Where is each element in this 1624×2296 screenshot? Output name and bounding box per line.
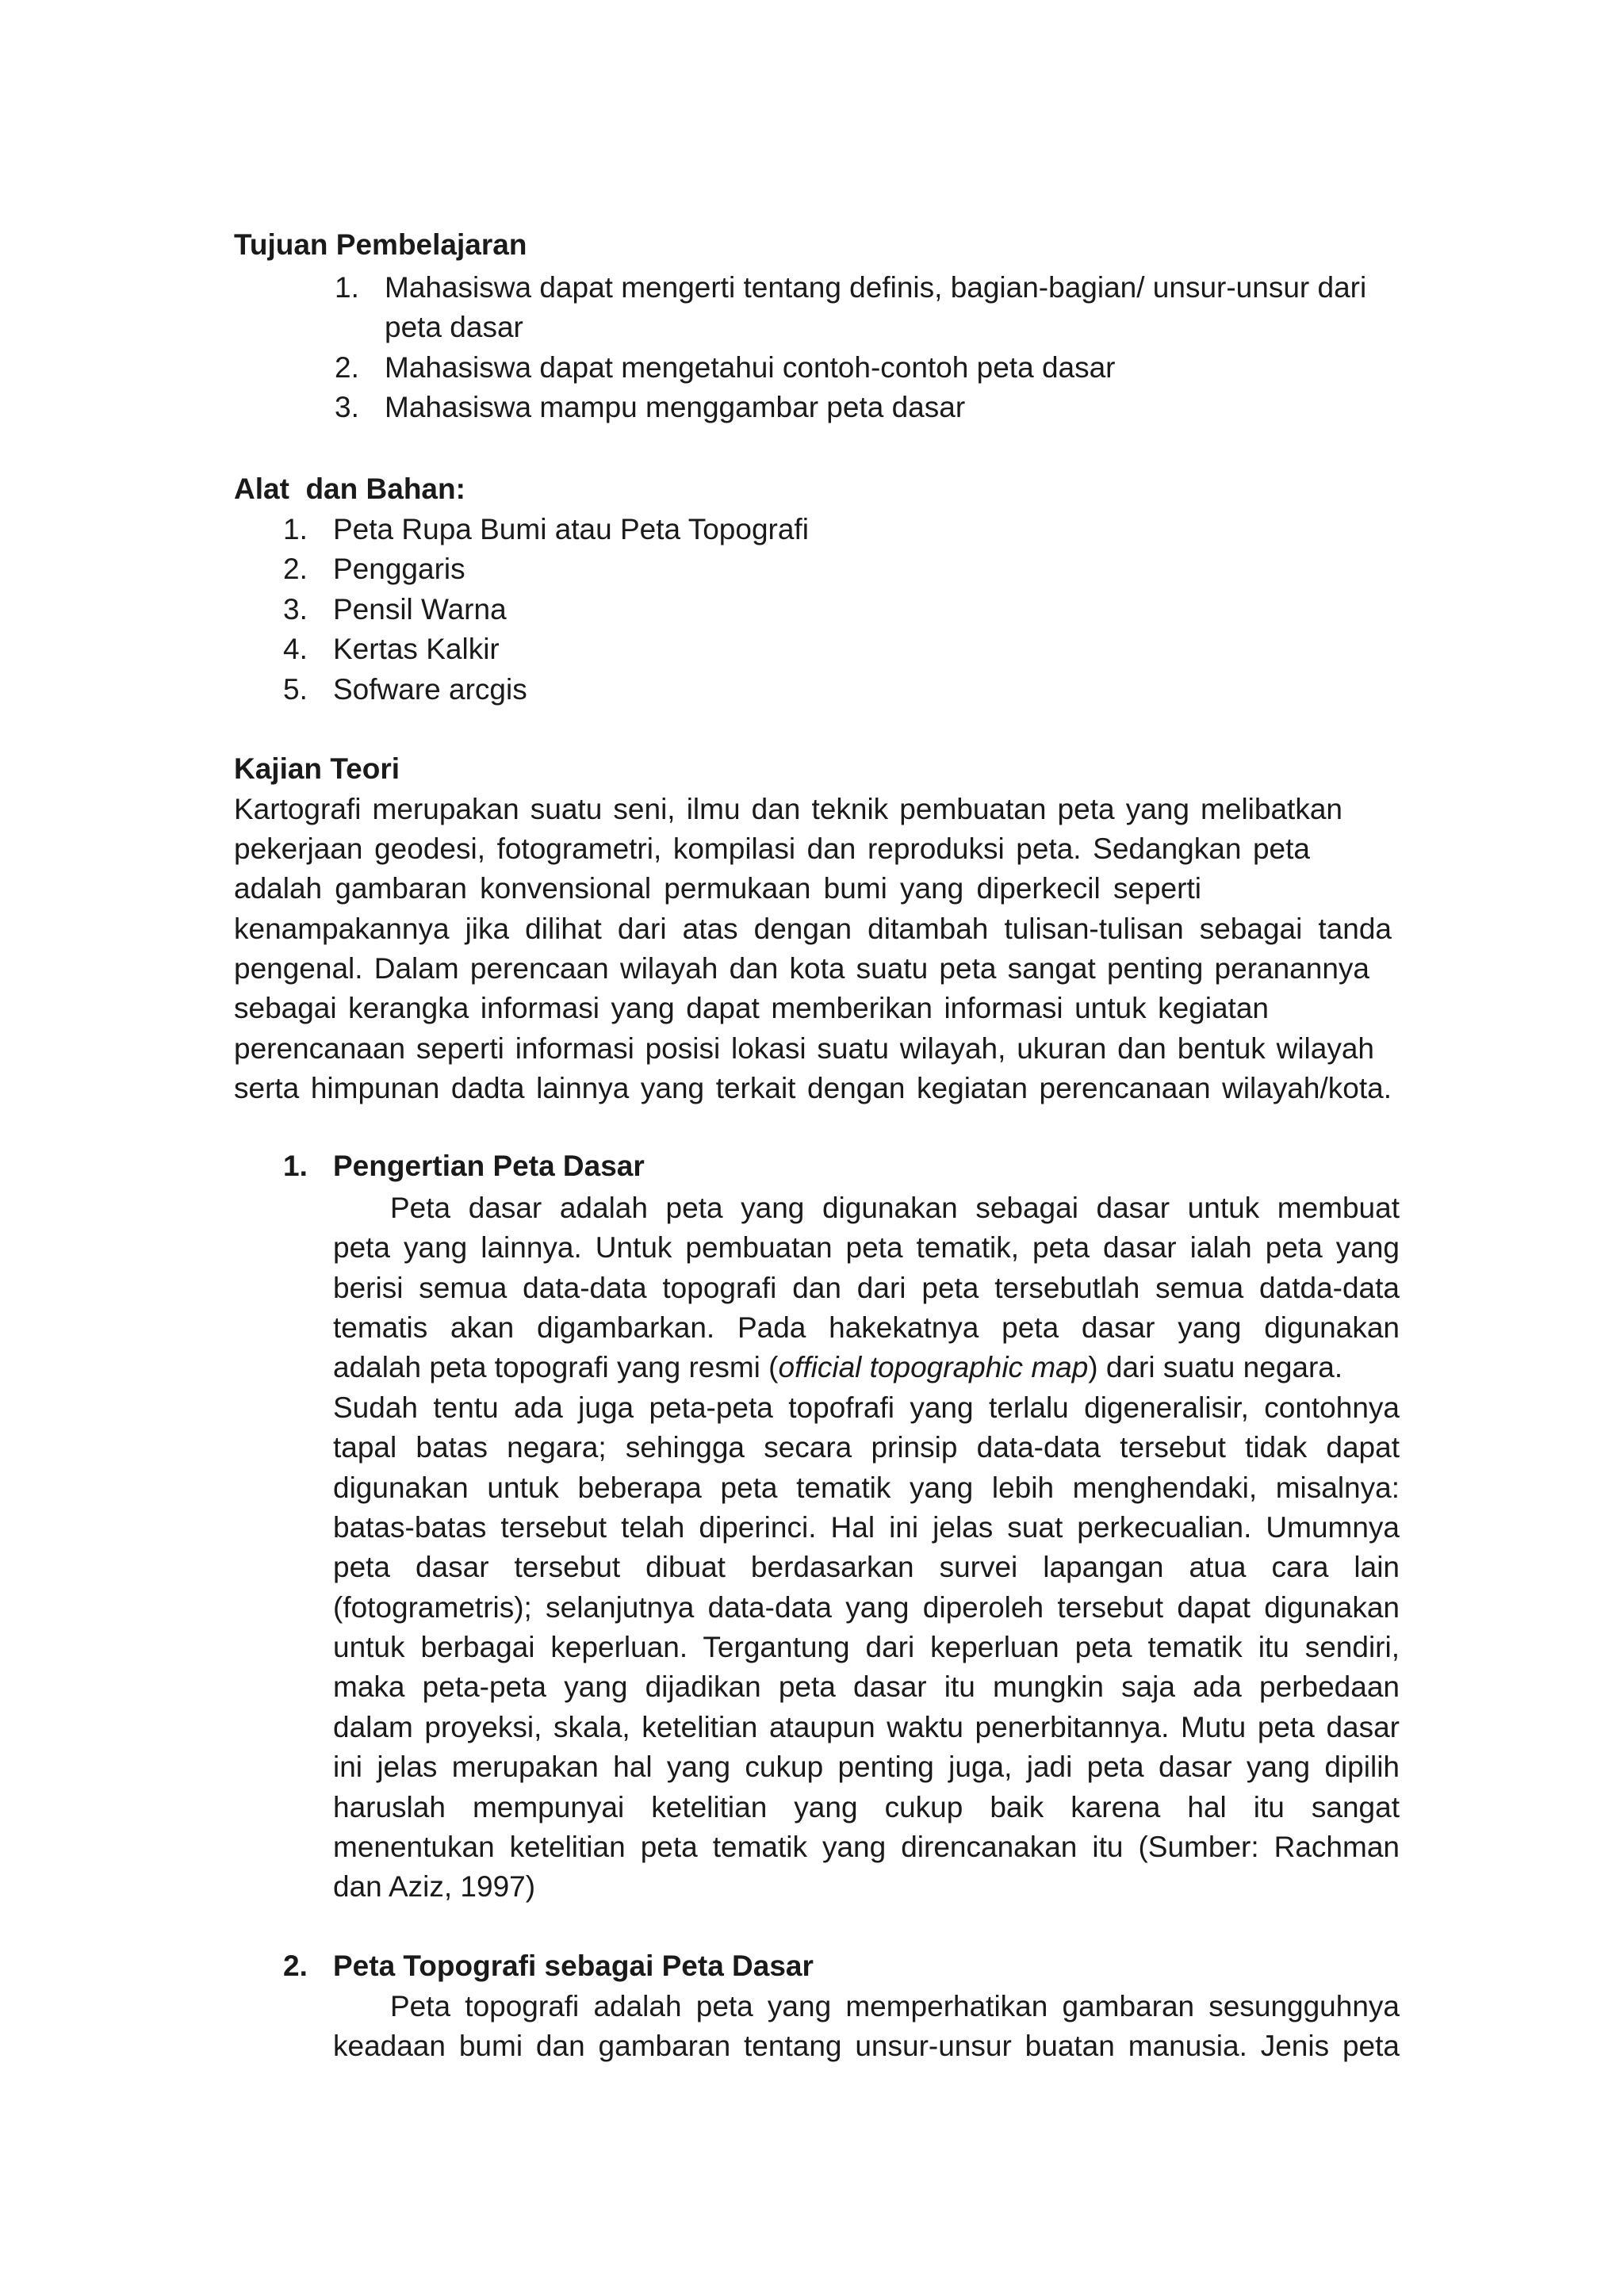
list-number: 2. [335,351,359,384]
list-number: 3. [283,593,308,626]
paragraph-line: serta himpunan dadta lainnya yang terkait dengan kegiatan perencanaan wilayah/kota. [234,1072,1392,1104]
list-item: Mahasiswa dapat mengetahui contoh-contoh peta dasar [385,351,1116,384]
list-item: Kertas Kalkir [333,633,500,665]
paragraph-line: peta yang lainnya. Untuk pembuatan peta tematik, peta dasar ialah peta yang [333,1231,1400,1264]
paragraph-line: Sudah tentu ada juga peta-peta topofrafi yang terlalu digeneralisir, contohnya [333,1391,1400,1424]
paragraph-line: keadaan bumi dan gambaran tentang unsur-unsur buatan manusia. Jenis peta [333,2030,1400,2062]
list-number: 3. [335,391,359,423]
list-item: Mahasiswa mampu menggambar peta dasar [385,391,966,423]
list-number: 5. [283,673,308,706]
paragraph-line: dalam proyeksi, skala, ketelitian ataupun waktu penerbitannya. Mutu peta dasar [333,1711,1400,1743]
paragraph-line: ini jelas merupakan hal yang cukup penting juga, jadi peta dasar yang dipilih [333,1751,1400,1783]
list-item: Mahasiswa dapat mengerti tentang definis, bagian-bagian/ unsur-unsur dari [385,271,1367,304]
paragraph-line-mixed [333,1351,1400,1384]
heading-tujuan: Tujuan Pembelajaran [234,228,527,261]
paragraph-line: berisi semua data-data topografi dan dari peta tersebutlah semua datda-data [333,1272,1400,1304]
paragraph-line: perencanaan seperti informasi posisi lokasi suatu wilayah, ukuran dan bentuk wilayah [234,1032,1374,1065]
list-item: Pensil Warna [333,593,507,626]
paragraph-line: peta dasar tersebut dibuat berdasarkan survei lapangan atua cara lain [333,1551,1400,1583]
paragraph-line: adalah gambaran konvensional permukaan bumi yang diperkecil seperti [234,872,1201,905]
heading-kajian-teori: Kajian Teori [234,752,400,785]
list-item-continuation: peta dasar [385,311,523,343]
list-item: Peta Rupa Bumi atau Peta Topografi [333,513,809,545]
paragraph-line: tematis akan digambarkan. Pada hakekatnya peta dasar yang digunakan [333,1311,1400,1344]
line-prefix: adalah peta topografi yang resmi ( [333,1351,779,1383]
line-suffix: ) dari suatu negara. [1088,1351,1343,1383]
list-number: 4. [283,633,308,665]
paragraph-line: pengenal. Dalam perencaan wilayah dan kota suatu peta sangat penting peranannya [234,952,1369,985]
paragraph-line: digunakan untuk beberapa peta tematik yang lebih menghendaki, misalnya: [333,1471,1400,1504]
section-title: Pengertian Peta Dasar [333,1150,645,1182]
list-number: 1. [335,271,359,304]
italic-phrase: official topographic map [778,1351,1089,1383]
list-item: Penggaris [333,553,465,585]
list-item: Sofware arcgis [333,673,527,706]
paragraph-line: Kartografi merupakan suatu seni, ilmu dan teknik pembuatan peta yang melibatkan [234,793,1342,825]
paragraph-line: kenampakannya jika dilihat dari atas dengan ditambah tulisan-tulisan sebagai tanda [234,913,1392,945]
paragraph-line: untuk berbagai keperluan. Tergantung dari keperluan peta tematik itu sendiri, [333,1631,1400,1663]
paragraph-line: (fotogrametris); selanjutnya data-data yang diperoleh tersebut dapat digunakan [333,1591,1400,1624]
paragraph-line: tapal batas negara; sehingga secara prinsip data-data tersebut tidak dapat [333,1431,1400,1464]
paragraph-line: haruslah mempunyai ketelitian yang cukup baik karena hal itu sangat [333,1791,1400,1823]
paragraph-line: maka peta-peta yang dijadikan peta dasar itu mungkin saja ada perbedaan [333,1670,1400,1703]
paragraph-line: Peta dasar adalah peta yang digunakan sebagai dasar untuk membuat [390,1192,1400,1224]
heading-alat-bahan: Alat dan Bahan: [234,473,465,505]
paragraph-line: sebagai kerangka informasi yang dapat memberikan informasi untuk kegiatan [234,992,1269,1024]
paragraph-line: Peta topografi adalah peta yang memperhatikan gambaran sesungguhnya [390,1990,1400,2022]
paragraph-line: pekerjaan geodesi, fotogrametri, kompilasi dan reproduksi peta. Sedangkan peta [234,832,1310,865]
list-number: 1. [283,513,308,545]
paragraph-line: batas-batas tersebut telah diperinci. Hal ini jelas suat perkecualian. Umumnya [333,1511,1400,1544]
section-title: Peta Topografi sebagai Peta Dasar [333,1950,814,1982]
section-number: 2. [283,1950,308,1982]
section-number: 1. [283,1150,308,1182]
paragraph-line-last: dan Aziz, 1997) [333,1870,536,1903]
list-number: 2. [283,553,308,585]
paragraph-line: menentukan ketelitian peta tematik yang direncanakan itu (Sumber: Rachman [333,1831,1400,1863]
